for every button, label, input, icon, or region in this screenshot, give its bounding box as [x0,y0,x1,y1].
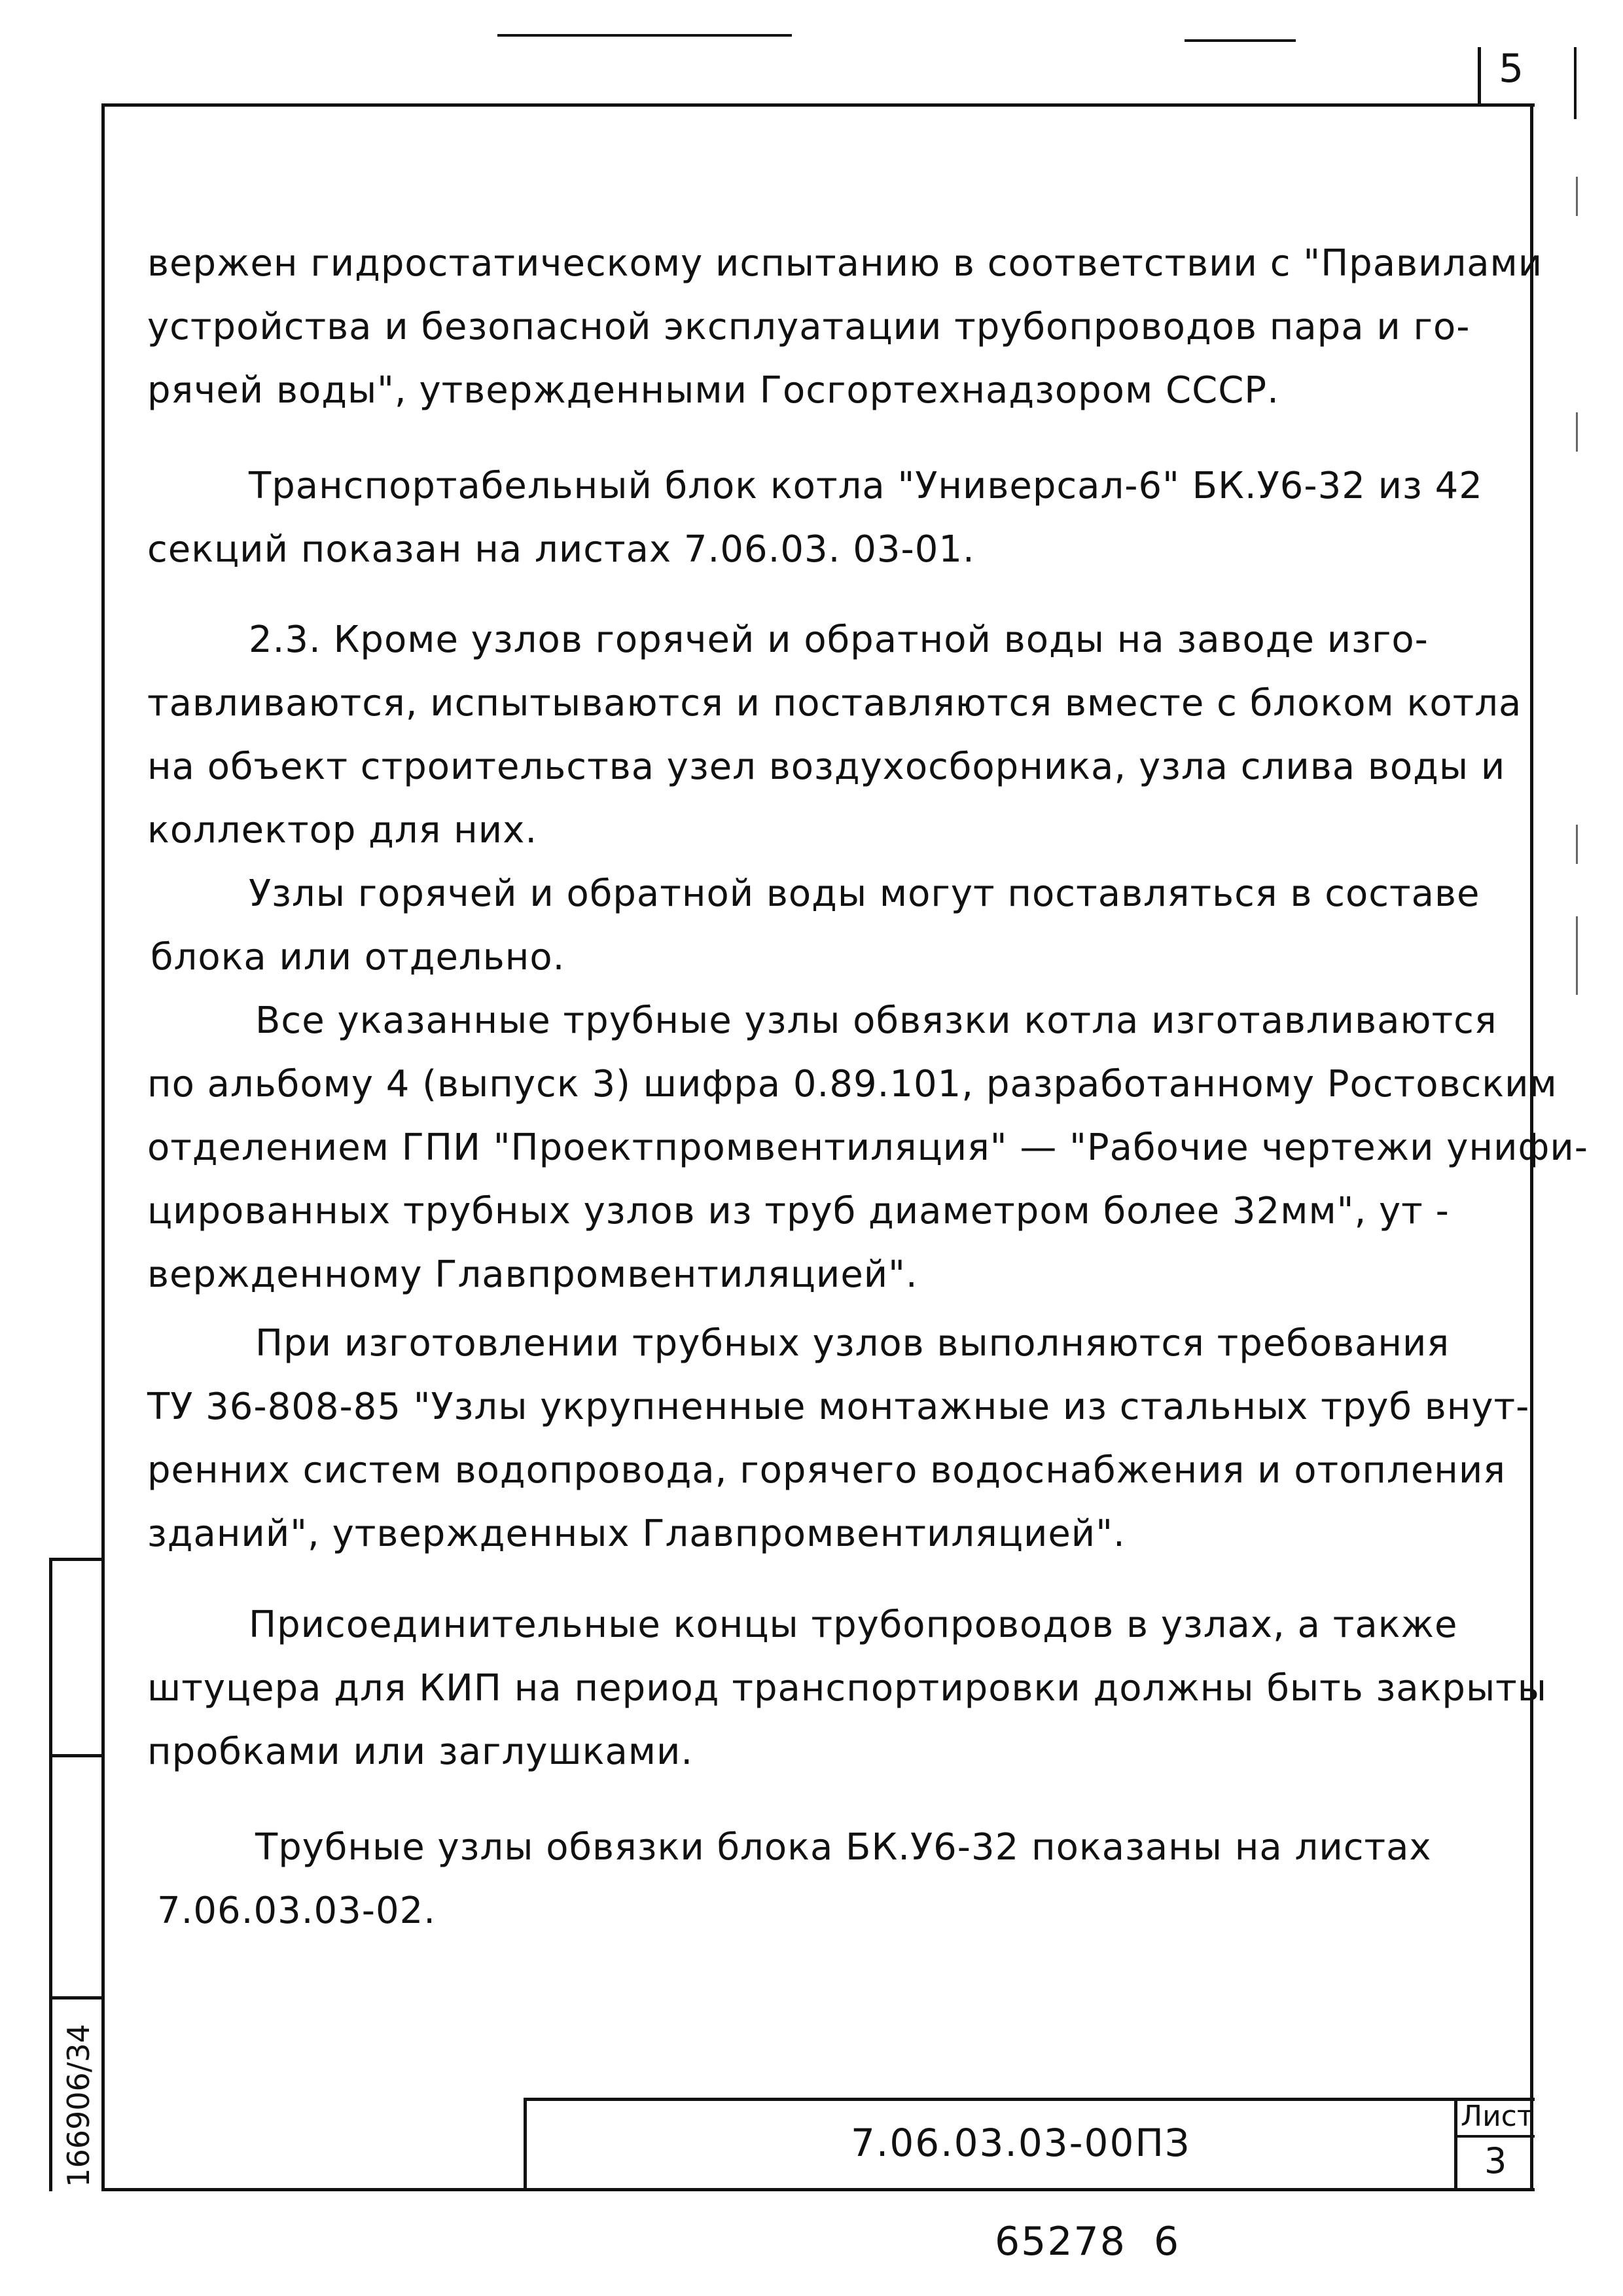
body-line: ренних систем водопровода, горячего водоснабжения и отопления [147,1449,1506,1492]
body-line: устройства и безопасной эксплуатации трубопроводов пара и го- [147,306,1471,348]
frame-top [101,103,1535,107]
body-line: тавливаются, испытываются и поставляются вместе с блоком котла [147,682,1522,725]
body-line: Присоединительные концы трубопроводов в узлах, а также [249,1604,1458,1646]
side-stamp: 166906/34 [61,2024,96,2187]
body-line: Трубные узлы обвязки блока БК.У6-32 показаны на листах [255,1826,1432,1869]
body-line: коллектор для них. [147,809,538,852]
title-block-sheet-divider [1454,2098,1457,2191]
body-line: Все указанные трубные узлы обвязки котла изготавливаются [255,999,1497,1042]
body-line: Узлы горячей и обратной воды могут поставляться в составе [249,872,1480,915]
corner-page-number: 5 [1499,46,1524,92]
sheet-label: Лист [1461,2100,1534,2133]
right-edge-tick [1576,825,1578,864]
body-line: рячей воды", утвержденными Госгортехнадзором СССР. [147,369,1279,412]
top-rule-right [1185,39,1296,42]
title-block-top [524,2098,1535,2101]
frame-left [101,103,105,2191]
frame-bottom [101,2188,1535,2191]
corner-box-left [1478,47,1481,106]
body-line: штуцера для КИП на период транспортировки должны быть закрыты [147,1667,1548,1710]
side-column-left [49,1558,52,2191]
body-line: пробками или заглушками. [147,1731,694,1773]
body-line: вержденному Главпромвентиляцией". [147,1253,918,1296]
body-line: 7.06.03.03-02. [157,1890,437,1932]
body-line: секций показан на листах 7.06.03. 03-01. [147,528,975,571]
body-line: цированных трубных узлов из труб диаметром более 32мм", ут - [147,1190,1450,1232]
body-line: блока или отдельно. [151,936,565,978]
body-line: зданий", утвержденных Главпромвентиляцией". [147,1513,1126,1555]
right-edge-tick [1576,916,1578,995]
bottom-number: 65278 6 [995,2219,1181,2265]
body-line: по альбому 4 (выпуск 3) шифра 0.89.101, разработанному Ростовским [147,1063,1558,1105]
body-line: на объект строительства узел воздухосборника, узла слива воды и [147,745,1506,788]
top-rule-left [497,34,792,37]
side-divider-1 [49,1558,105,1561]
body-line: ТУ 36-808-85 "Узлы укрупненные монтажные из стальных труб внут- [147,1386,1530,1428]
body-line: отделением ГПИ "Проектпромвентиляция" — "Рабочие чертежи унифи- [147,1126,1588,1169]
body-line: вержен гидростатическому испытанию в соответствии с "Правилами [147,242,1543,285]
body-text [147,242,1588,1944]
title-block-left [524,2098,527,2191]
body-line: Транспортабельный блок котла "Универсал-6" БК.У6-32 из 42 [249,465,1483,507]
title-block-sheet-row [1454,2135,1535,2138]
body-line: При изготовлении трубных узлов выполняются требования [255,1322,1450,1365]
body-line: 2.3. Кроме узлов горячей и обратной воды на заводе изго- [249,619,1429,661]
sheet-number: 3 [1484,2140,1507,2181]
right-edge-tick [1576,177,1578,216]
side-divider-2 [49,1754,105,1757]
right-edge-tick [1576,412,1578,452]
document-code: 7.06.03.03-00ПЗ [851,2121,1191,2165]
side-divider-3 [49,1996,105,2000]
corner-box-right [1574,47,1577,119]
